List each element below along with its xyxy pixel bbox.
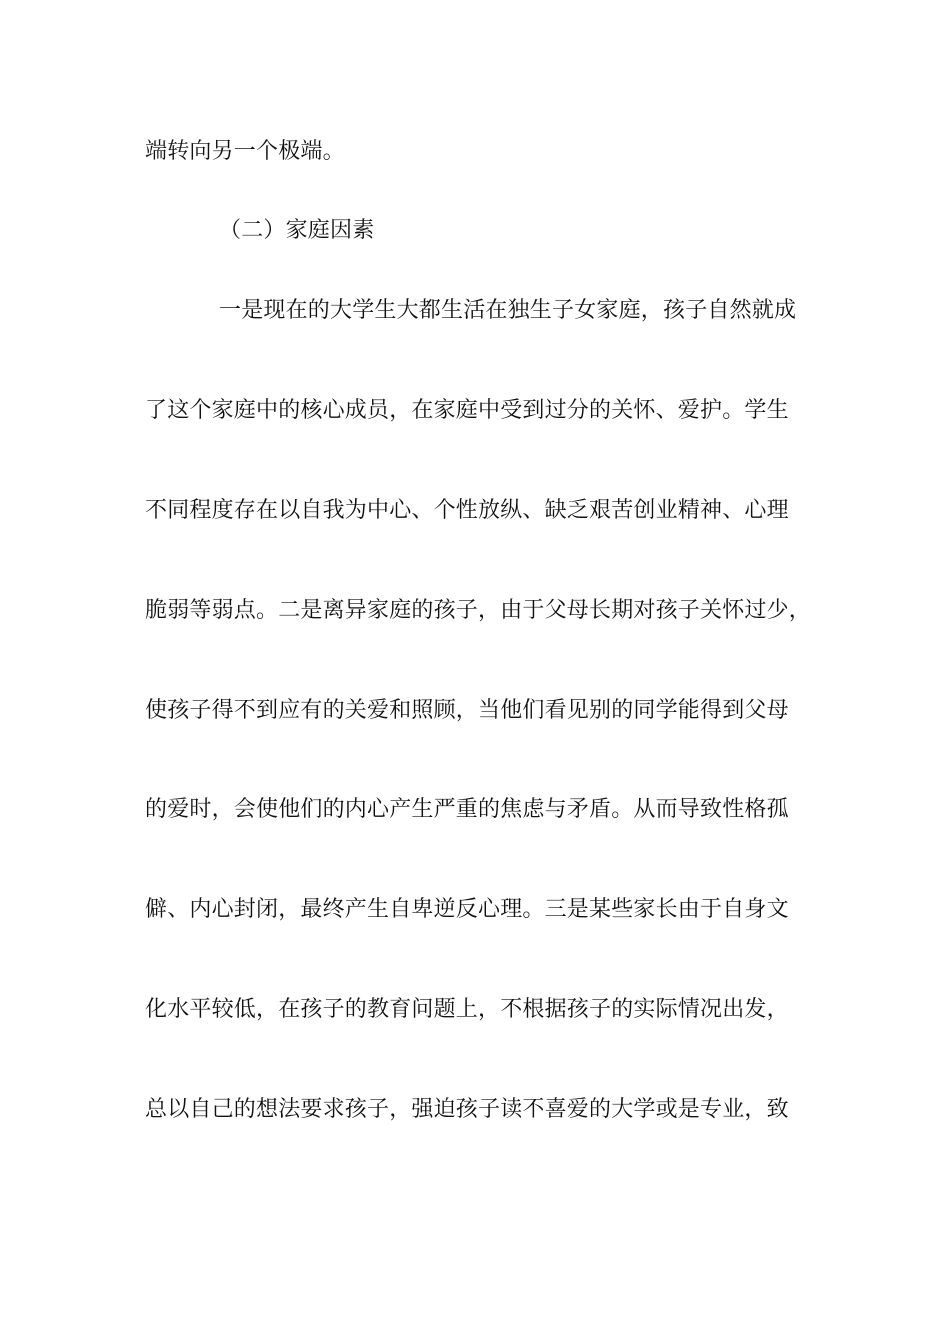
paragraph-line: 不同程度存在以自我为中心、个性放纵、缺乏艰苦创业精神、心理: [145, 498, 789, 523]
paragraph-line: 化水平较低，在孩子的教育问题上，不根据孩子的实际情况出发，: [145, 997, 789, 1022]
paragraph-line: 的爱时，会使他们的内心产生严重的焦虑与矛盾。从而导致性格孤: [145, 797, 789, 822]
paragraph-line: 僻、内心封闭，最终产生自卑逆反心理。三是某些家长由于自身文: [145, 897, 789, 922]
paragraph-line: 端转向另一个极端。: [145, 139, 345, 164]
section-heading: （二）家庭因素: [219, 218, 375, 243]
paragraph-line: 脆弱等弱点。二是离异家庭的孩子，由于父母长期对孩子关怀过少，: [145, 598, 812, 623]
paragraph-line: 一是现在的大学生大都生活在独生子女家庭，孩子自然就成: [219, 298, 797, 323]
paragraph-line: 使孩子得不到应有的关爱和照顾，当他们看见别的同学能得到父母: [145, 698, 789, 723]
paragraph-line: 总以自己的想法要求孩子，强迫孩子读不喜爱的大学或是专业，致: [145, 1097, 789, 1122]
paragraph-line: 了这个家庭中的核心成员，在家庭中受到过分的关怀、爱护。学生: [145, 398, 789, 423]
